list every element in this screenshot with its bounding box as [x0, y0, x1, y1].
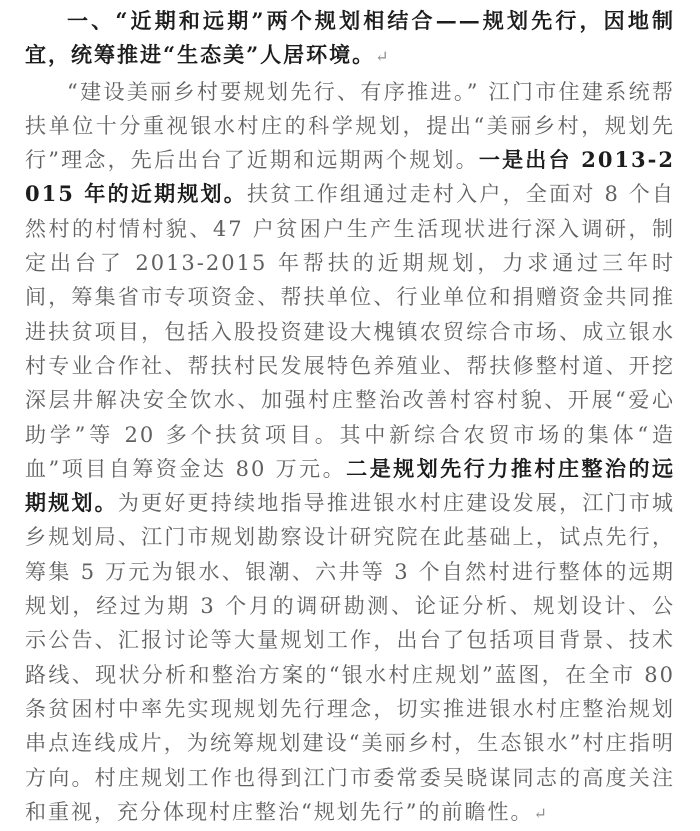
section-heading [25, 4, 675, 75]
body-paragraph [25, 75, 675, 831]
section-heading-text: 一、“近期和远期”两个规划相结合——规划先行，因地制宜，统筹推进“生态美”人居环境。 [25, 8, 675, 68]
paragraph-mark-icon: ↵ [375, 47, 389, 67]
body-run-near-term-detail: 扶贫工作组通过走村入户，全面对 8 个自然村的村情村貌、47 户贫困户生产生活现状进行深入调研，制定出台了 2013-2015 年帮扶的近期规划，力求通过三年时间，筹集省市专项资金、帮扶单位、行业单位和捐赠资金共同推进扶贫项目，包括入股投资建设大槐镇农贸综合市场、成立银水村专业合作社、帮扶村民发展特色养殖业、帮扶修整村道、开挖深层井解决安全饮水、加强村庄整治改善村容村貌、开展“爱心助学”等 20 多个扶贫项目。其中新综合农贸市场的集体“造血”项目自筹资金达 80 万元。 [25, 182, 675, 481]
body-run-second-plan-bold: 二是规划先行力推村庄整治的远期规划。 [25, 455, 676, 516]
body-run-first-plan-bold: 一是出台 2013-2015 年的近期规划。 [25, 147, 675, 207]
body-run-opening: “建设美丽乡村要规划先行、有序推进。” 江门市住建系统帮扶单位十分重视银水村庄的科学规划，提出“美丽乡村，规划先行”理念，先后出台了近期和远期两个规划。 [25, 79, 675, 173]
body-run-long-term-detail: 为更好更持续地指导推进银水村庄建设发展，江门市城乡规划局、江门市规划勘察设计研究院在此基础上，试点先行，筹集 5 万元为银水、银潮、六井等 3 个自然村进行整体的远期规划，经过为期 3 个月的调研勘测、论证分析、规划设计、公示公告、汇报讨论等大量规划工作，出台了包括项目背景、技术路线、现状分析和整治方案的“银水村庄规划”蓝图，在全市 80 条贫困村中率先实现规划先行理念，切实推进银水村庄整治规划串点连线成片，为统筹规划建设“美丽乡村，生态银水”村庄指明方向。村庄规划工作也得到江门市委常委吴晓谋同志的高度关注和重视，充分体现村庄整治“规划先行”的前瞻性。 [25, 491, 675, 824]
paragraph-mark-icon: ↵ [533, 803, 547, 823]
